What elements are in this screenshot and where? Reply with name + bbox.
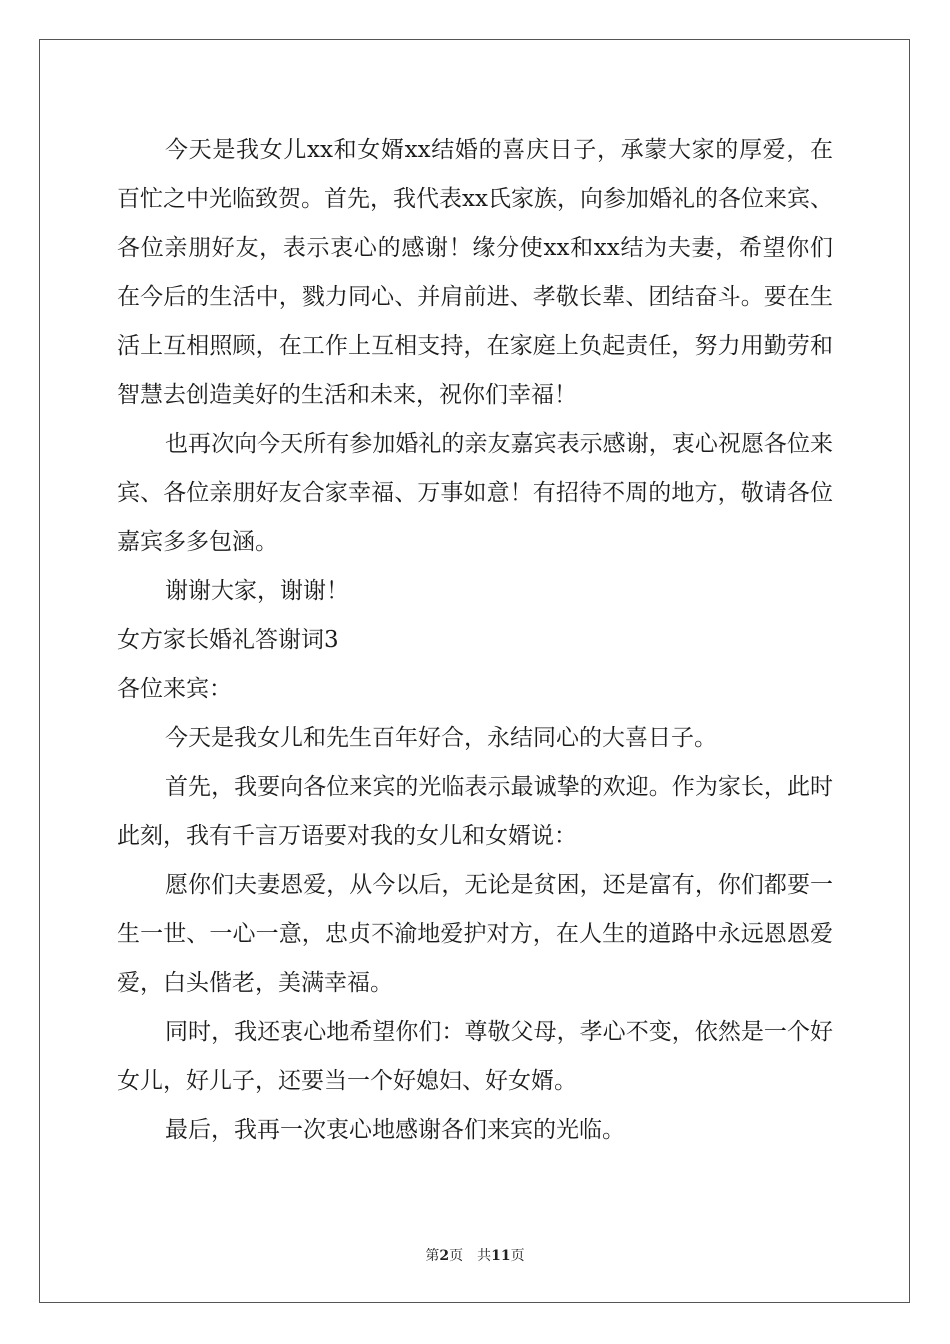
paragraph: 今天是我女儿和先生百年好合，永结同心的大喜日子。 [165,725,717,751]
paragraph: 今天是我女儿xx和女婿xx结婚的喜庆日子，承蒙大家的厚爱，在百忙之中光临致贺。首先，我代表xx氏家族，向参加婚礼的各位来宾、各位亲朋好友，表示衷心的感谢！缘分使xx和xx结为夫妻，希望你们在今后的生活中，戮力同心、并肩前进、孝敬长辈、团结奋斗。要在生活上互相照顾，在工作上互相支持，在家庭上负起责任，努力用勤劳和智慧去创造美好的生活和未来，祝你们幸福！ [117,137,833,408]
current-page-number: 2 [439,1248,450,1264]
page-footer [0,1245,950,1265]
paragraph: 同时，我还衷心地希望你们：尊敬父母，孝心不变，依然是一个好女儿，好儿子，还要当一个好媳妇、好女婿。 [117,1019,833,1094]
page-label-prefix: 第 [425,1248,440,1264]
paragraph: 愿你们夫妻恩爱，从今以后，无论是贫困，还是富有，你们都要一生一世、一心一意，忠贞不渝地爱护对方，在人生的道路中永远恩恩爱爱，白头偕老，美满幸福。 [117,872,833,996]
salutation: 各位来宾： [117,676,232,702]
total-page-number: 11 [491,1248,511,1264]
total-label-suffix: 页 [510,1248,525,1264]
paragraph: 也再次向今天所有参加婚礼的亲友嘉宾表示感谢，衷心祝愿各位来宾、各位亲朋好友合家幸福、万事如意！有招待不周的地方，敬请各位嘉宾多多包涵。 [117,431,833,555]
paragraph: 谢谢大家，谢谢！ [165,578,349,604]
page-label-suffix: 页 [449,1248,464,1264]
paragraph: 最后，我再一次衷心地感谢各们来宾的光临。 [165,1117,625,1143]
total-label-prefix: 共 [477,1248,492,1264]
document-body [117,126,833,1155]
paragraph: 首先，我要向各位来宾的光临表示最诚挚的欢迎。作为家长，此时此刻，我有千言万语要对我的女儿和女婿说： [117,774,833,849]
section-heading: 女方家长婚礼答谢词3 [117,627,339,653]
